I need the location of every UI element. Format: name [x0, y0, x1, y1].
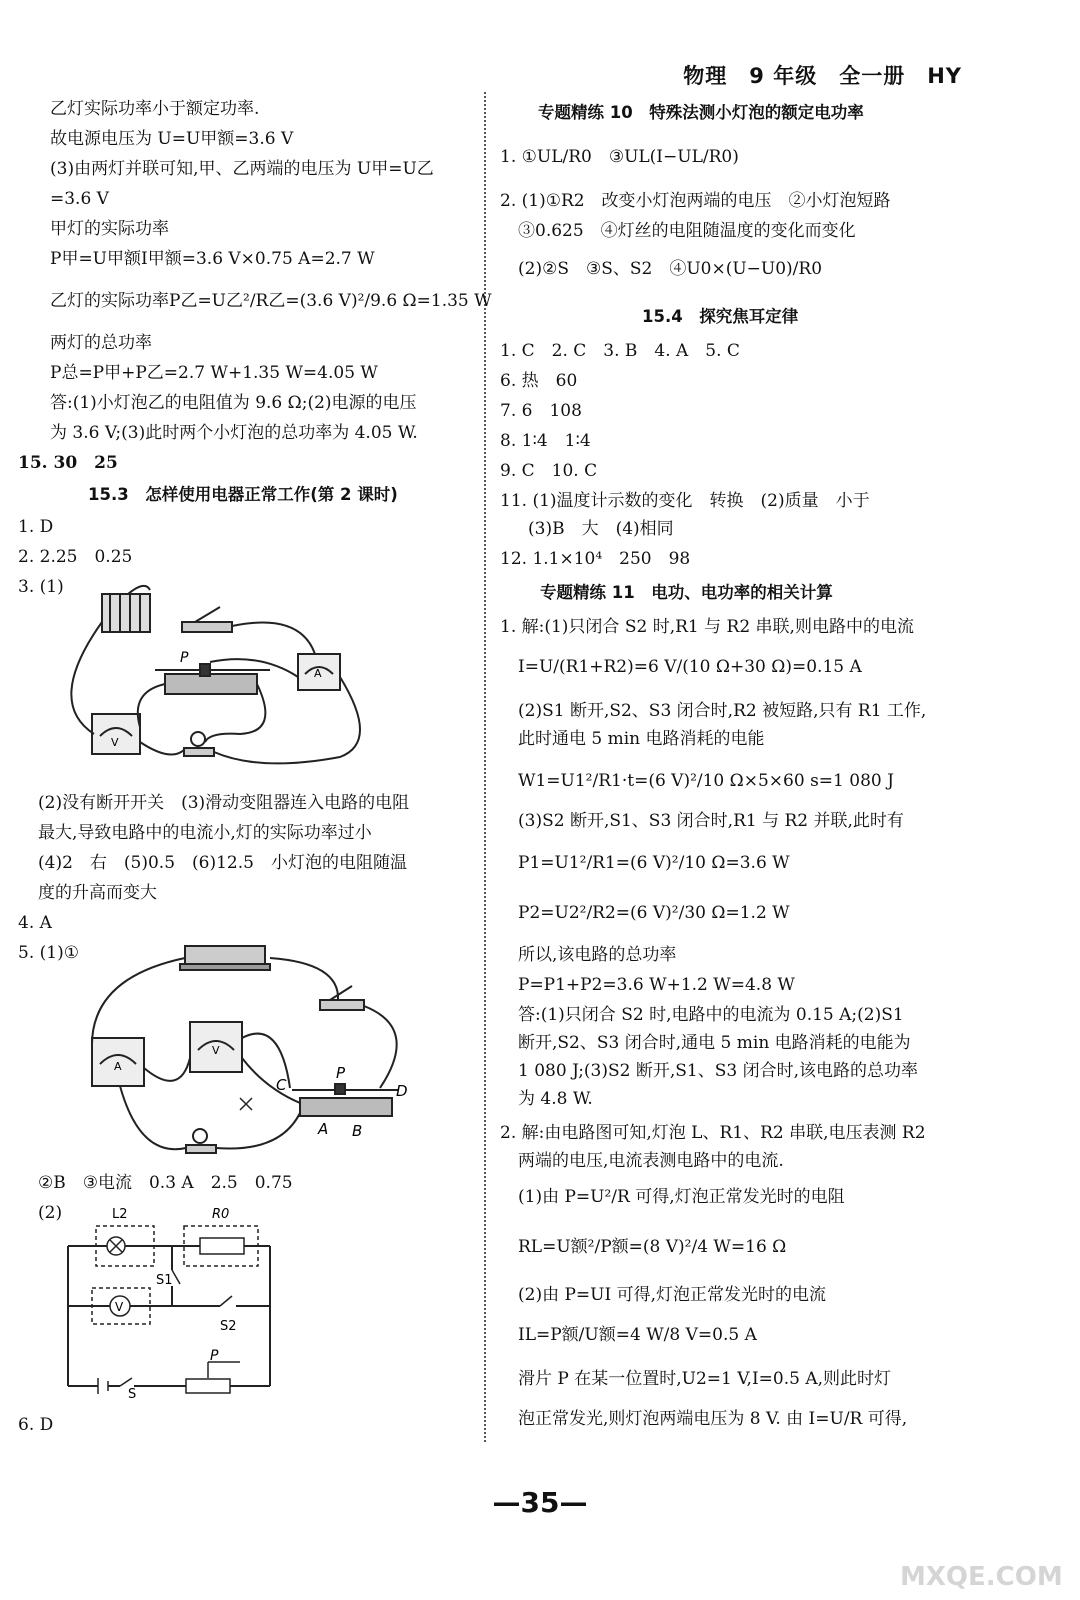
watermark-text: MXQE.COM: [900, 1562, 1063, 1592]
watermark-logo: [900, 1506, 1063, 1592]
answer-line: 2. (1)①R2 改变小灯泡两端的电压 ②小灯泡短路: [500, 191, 891, 211]
text-line: (3)B 大 (4)相同: [528, 519, 674, 539]
label-p: P: [336, 1064, 346, 1082]
text-line: 1 080 J;(3)S2 断开,S1、S3 闭合时,该电路的总功率: [518, 1061, 919, 1081]
text-line: 为 4.8 W.: [518, 1089, 593, 1109]
label-ammeter: A: [314, 667, 322, 680]
text-line: (4)2 右 (5)0.5 (6)12.5 小灯泡的电阻随温: [38, 853, 407, 873]
text-line: ②B ③电流 0.3 A 2.5 0.75: [38, 1173, 293, 1193]
text-line: ③0.625 ④灯丝的电阻随温度的变化而变化: [518, 221, 856, 241]
text-line: 答:(1)只闭合 S2 时,电路中的电流为 0.15 A;(2)S1: [518, 1005, 904, 1025]
answer-line: 5. (1)①: [18, 943, 79, 963]
text-line: (2)由 P=UI 可得,灯泡正常发光时的电流: [518, 1285, 827, 1305]
label-s2: S2: [220, 1319, 237, 1334]
text-line: (3)由两灯并联可知,甲、乙两端的电压为 U甲=U乙: [50, 159, 434, 179]
label-p: P: [210, 1348, 219, 1364]
circuit-figure-5: [80, 938, 420, 1160]
section-title: 专题精练 11 电功、电功率的相关计算: [540, 583, 833, 602]
answer-line: 8. 1∶4 1∶4: [500, 431, 591, 451]
label-b: B: [352, 1122, 363, 1140]
text-line: (2): [38, 1203, 63, 1223]
label-l2: L2: [112, 1207, 128, 1222]
formula-line: I=U/(R1+R2)=6 V/(10 Ω+30 Ω)=0.15 A: [518, 657, 862, 677]
section-title: 15.3 怎样使用电器正常工作(第 2 课时): [88, 485, 398, 504]
answer-line: 11. (1)温度计示数的变化 转换 (2)质量 小于: [500, 491, 870, 511]
answer-line: 6. 热 60: [500, 371, 578, 391]
label-p: P: [180, 650, 189, 666]
text-line: 乙灯的实际功率P乙=U乙²/R乙=(3.6 V)²/9.6 Ω=1.35 W: [50, 291, 492, 311]
section-title: 15.4 探究焦耳定律: [642, 307, 799, 326]
answer-line: 1. D: [18, 517, 54, 537]
formula-line: P2=U2²/R2=(6 V)²/30 Ω=1.2 W: [518, 903, 790, 923]
text-line: 度的升高而变大: [38, 883, 157, 903]
text-line: 故电源电压为 U=U甲额=3.6 V: [50, 129, 294, 149]
text-line: 所以,该电路的总功率: [518, 945, 677, 965]
text-line: 为 3.6 V;(3)此时两个小灯泡的总功率为 4.05 W.: [50, 423, 418, 443]
answer-line: 4. A: [18, 913, 52, 933]
section-title: 专题精练 10 特殊法测小灯泡的额定电功率: [538, 103, 864, 122]
text-line: 泡正常发光,则灯泡两端电压为 8 V. 由 I=U/R 可得,: [518, 1409, 908, 1429]
answer-line: 2. 解:由电路图可知,灯泡 L、R1、R2 串联,电压表测 R2: [500, 1123, 926, 1143]
formula-line: IL=P额/U额=4 W/8 V=0.5 A: [518, 1325, 757, 1345]
label-voltmeter: V: [212, 1044, 220, 1057]
text-line: 滑片 P 在某一位置时,U2=1 V,I=0.5 A,则此时灯: [518, 1369, 892, 1389]
answer-line: 3. (1): [18, 577, 64, 597]
label-voltmeter: V: [111, 736, 119, 749]
text-line: 最大,导致电路中的电流小,灯的实际功率过小: [38, 823, 372, 843]
answer-line: 2. 2.25 0.25: [18, 547, 133, 567]
answer-line: 1. ①UL/R0 ③UL(I−UL/R0): [500, 147, 739, 167]
answer-line: 1. C 2. C 3. B 4. A 5. C: [500, 341, 740, 361]
text-line: 甲灯的实际功率: [50, 219, 169, 239]
answer-line: 7. 6 108: [500, 401, 582, 421]
label-d: D: [396, 1082, 408, 1100]
circuit-figure-3: [60, 582, 390, 772]
answer-line: 1. 解:(1)只闭合 S2 时,R1 与 R2 串联,则电路中的电流: [500, 617, 914, 637]
label-v: V: [115, 1300, 124, 1314]
text-line: P甲=U甲额I甲额=3.6 V×0.75 A=2.7 W: [50, 249, 375, 269]
label-r0: R0: [212, 1207, 230, 1222]
text-line: 乙灯实际功率小于额定功率.: [50, 99, 260, 119]
text-line: P总=P甲+P乙=2.7 W+1.35 W=4.05 W: [50, 363, 378, 383]
answer-line: 12. 1.1×10⁴ 250 98: [500, 549, 691, 569]
formula-line: P=P1+P2=3.6 W+1.2 W=4.8 W: [518, 975, 795, 995]
formula-line: P1=U1²/R1=(6 V)²/10 Ω=3.6 W: [518, 853, 790, 873]
text-line: 断开,S2、S3 闭合时,通电 5 min 电路消耗的电能为: [518, 1033, 911, 1053]
text-line: (2)S1 断开,S2、S3 闭合时,R2 被短路,只有 R1 工作,: [518, 701, 927, 721]
answer-line: 9. C 10. C: [500, 461, 598, 481]
label-c: C: [276, 1076, 287, 1094]
text-line: 两端的电压,电流表测电路中的电流.: [518, 1151, 784, 1171]
text-line: (3)S2 断开,S1、S3 闭合时,R1 与 R2 并联,此时有: [518, 811, 904, 831]
text-line: 此时通电 5 min 电路消耗的电能: [518, 729, 765, 749]
label-a: A: [318, 1120, 329, 1138]
label-ammeter: A: [114, 1060, 122, 1073]
label-s: S: [128, 1387, 137, 1400]
answer-line: 6. D: [18, 1415, 54, 1435]
text-line: (2)没有断开开关 (3)滑动变阻器连入电路的电阻: [38, 793, 410, 813]
text-line: 答:(1)小灯泡乙的电阻值为 9.6 Ω;(2)电源的电压: [50, 393, 417, 413]
text-line: (2)②S ③S、S2 ④U0×(U−U0)/R0: [518, 259, 823, 279]
formula-line: RL=U额²/P额=(8 V)²/4 W=16 Ω: [518, 1237, 787, 1257]
text-line: =3.6 V: [50, 189, 109, 209]
page-number: —35—: [492, 1486, 588, 1519]
page-header: 物理 9 年级 全一册 HY: [683, 64, 962, 88]
circuit-schematic: [60, 1200, 290, 1400]
text-line: (1)由 P=U²/R 可得,灯泡正常发光时的电阻: [518, 1187, 845, 1207]
text-line: 两灯的总功率: [50, 333, 152, 353]
formula-line: W1=U1²/R1·t=(6 V)²/10 Ω×5×60 s=1 080 J: [518, 771, 894, 791]
label-s1: S1: [156, 1273, 173, 1288]
answer-line: 15. 30 25: [18, 453, 118, 473]
